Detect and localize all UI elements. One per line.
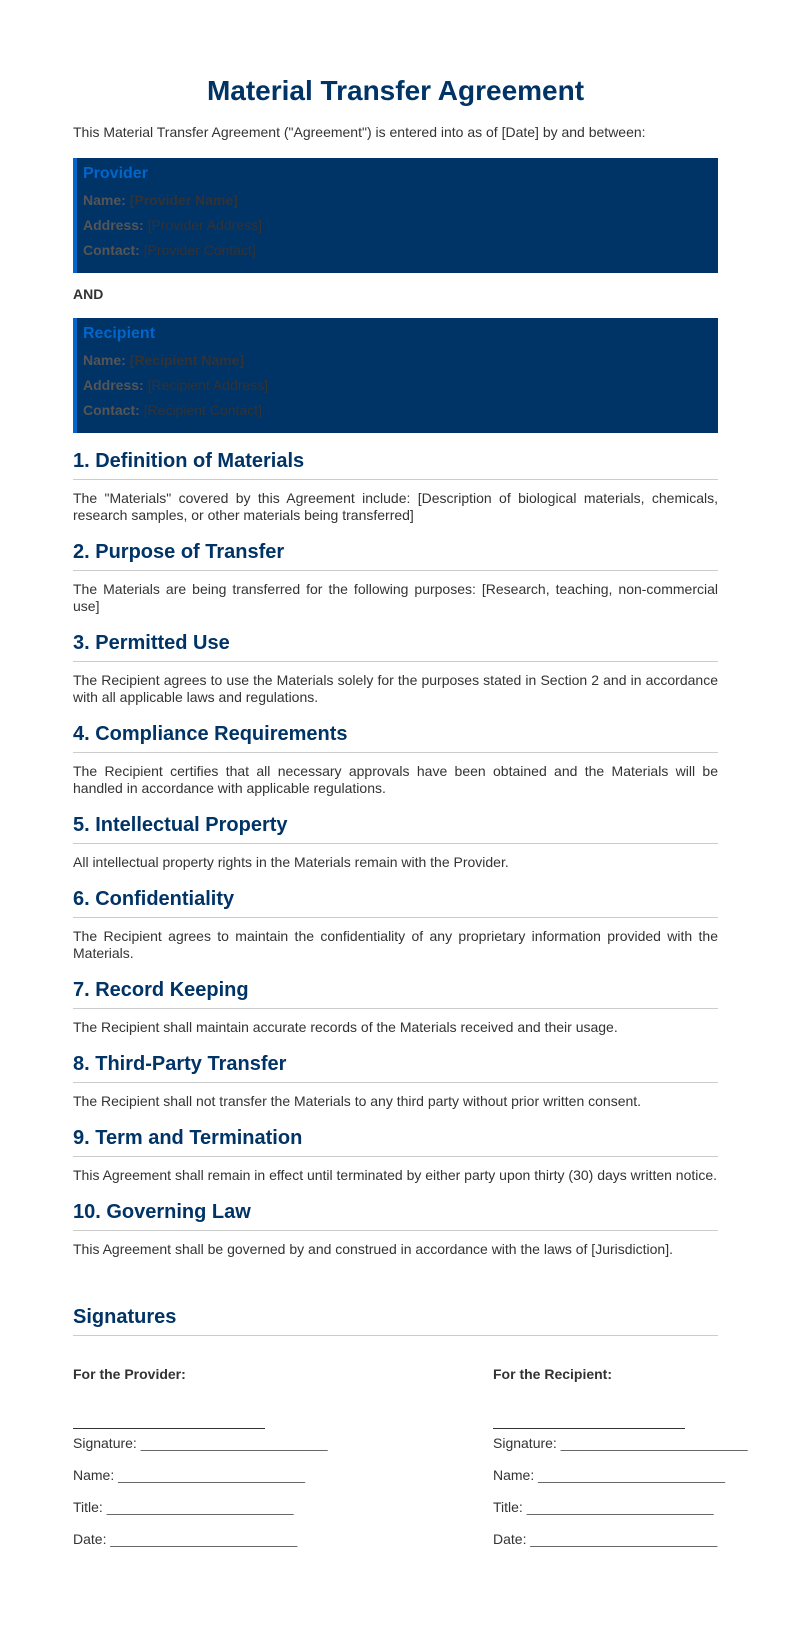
provider-name-label: Name: [83, 192, 126, 209]
provider-contact-label: Contact: [83, 242, 140, 259]
recipient-name-value: [Recipient Name] [129, 352, 245, 369]
recipient-name-line [83, 352, 708, 369]
section-body: The Recipient agrees to maintain the confidentiality of any proprietary information provided with the Materials. [73, 928, 718, 962]
section-permitted-use [73, 632, 718, 706]
recipient-contact-value: [Recipient Contact] [143, 402, 262, 419]
section-body: The Recipient shall maintain accurate records of the Materials received and their usage. [73, 1019, 618, 1036]
section-heading: 8. Third-Party Transfer [73, 1053, 718, 1083]
recipient-signature-line[interactable] [493, 1428, 685, 1429]
recipient-signature-heading: For the Recipient: [493, 1366, 613, 1383]
section-body: This Agreement shall be governed by and construed in accordance with the laws of [Jurisdiction]. [73, 1241, 673, 1258]
section-heading: 9. Term and Termination [73, 1127, 718, 1157]
recipient-address-label: Address: [83, 377, 144, 394]
field-blank: ________________________ [538, 1467, 725, 1484]
field-label: Name: [493, 1467, 539, 1484]
recipient-box [73, 318, 718, 433]
recipient-name-field[interactable] [493, 1467, 725, 1484]
section-definition-of-materials [73, 450, 718, 524]
provider-title-field[interactable] [73, 1499, 298, 1516]
field-label: Title: [493, 1499, 527, 1516]
field-label: Name: [73, 1467, 119, 1484]
section-term-and-termination [73, 1127, 718, 1184]
provider-date-field[interactable] [73, 1531, 298, 1548]
section-heading: 2. Purpose of Transfer [73, 541, 718, 571]
recipient-contact-line [83, 402, 708, 419]
provider-address-line [83, 217, 708, 234]
provider-signature-heading: For the Provider: [73, 1366, 186, 1383]
section-body: The Recipient agrees to use the Materials solely for the purposes stated in Section 2 and in accordance with all applicable laws and regulations. [73, 672, 718, 706]
section-heading: 5. Intellectual Property [73, 814, 718, 844]
section-body: The "Materials" covered by this Agreement include: [Description of biological materials, chemicals, research samples, or other materials being transferred] [73, 490, 718, 524]
section-confidentiality [73, 888, 718, 962]
section-body: This Agreement shall remain in effect until terminated by either party upon thirty (30) days written notice. [73, 1167, 718, 1184]
section-heading: 6. Confidentiality [73, 888, 718, 918]
field-blank: ________________________ [530, 1531, 718, 1548]
intro-paragraph: This Material Transfer Agreement ("Agreement") is entered into as of [Date] by and between: [73, 123, 646, 140]
provider-name-field[interactable] [73, 1467, 305, 1484]
section-body: The Recipient certifies that all necessary approvals have been obtained and the Materials will be handled in accordance with applicable regulations. [73, 763, 718, 797]
recipient-signature-field[interactable] [493, 1435, 748, 1452]
recipient-address-line [83, 377, 708, 394]
section-heading: 1. Definition of Materials [73, 450, 718, 480]
section-purpose-of-transfer [73, 541, 718, 615]
provider-heading: Provider [83, 165, 148, 183]
field-label: Date: [493, 1531, 531, 1548]
provider-address-value: [Provider Address] [147, 217, 262, 234]
provider-contact-line [83, 242, 708, 259]
field-blank: ________________________ [110, 1531, 298, 1548]
section-body: The Materials are being transferred for the following purposes: [Research, teaching, non-commercial use] [73, 581, 718, 615]
provider-contact-value: [Provider Contact] [143, 242, 256, 259]
signature-grid [73, 1366, 748, 1563]
and-separator: AND [73, 286, 104, 303]
signatures-section [73, 1306, 748, 1563]
section-heading: 10. Governing Law [73, 1201, 718, 1231]
section-intellectual-property [73, 814, 718, 871]
provider-box [73, 158, 718, 273]
field-label: Signature: [493, 1435, 561, 1452]
section-heading: 3. Permitted Use [73, 632, 718, 662]
provider-signature-line[interactable] [73, 1428, 265, 1429]
provider-name-line [83, 192, 708, 209]
field-label: Title: [73, 1499, 107, 1516]
section-body: All intellectual property rights in the Materials remain with the Provider. [73, 854, 509, 871]
recipient-heading: Recipient [83, 325, 156, 343]
field-blank: ________________________ [106, 1499, 294, 1516]
recipient-title-field[interactable] [493, 1499, 718, 1516]
signatures-heading: Signatures [73, 1306, 718, 1336]
field-label: Date: [73, 1531, 111, 1548]
section-heading: 7. Record Keeping [73, 979, 718, 1009]
field-label: Signature: [73, 1435, 141, 1452]
section-third-party-transfer [73, 1053, 718, 1110]
recipient-address-value: [Recipient Address] [147, 377, 269, 394]
section-heading: 4. Compliance Requirements [73, 723, 718, 753]
section-compliance-requirements [73, 723, 718, 797]
provider-address-label: Address: [83, 217, 144, 234]
document-title: Material Transfer Agreement [206, 75, 585, 106]
recipient-date-field[interactable] [493, 1531, 718, 1548]
section-body: The Recipient shall not transfer the Materials to any third party without prior written consent. [73, 1093, 642, 1110]
field-blank: ________________________ [140, 1435, 328, 1452]
recipient-contact-label: Contact: [83, 402, 140, 419]
field-blank: ________________________ [526, 1499, 714, 1516]
recipient-signature-block [493, 1366, 748, 1563]
section-governing-law [73, 1201, 718, 1258]
provider-signature-field[interactable] [73, 1435, 328, 1452]
recipient-name-label: Name: [83, 352, 126, 369]
provider-name-value: [Provider Name] [129, 192, 238, 209]
field-blank: ________________________ [560, 1435, 748, 1452]
provider-signature-block [73, 1366, 328, 1563]
section-record-keeping [73, 979, 718, 1036]
field-blank: ________________________ [118, 1467, 305, 1484]
